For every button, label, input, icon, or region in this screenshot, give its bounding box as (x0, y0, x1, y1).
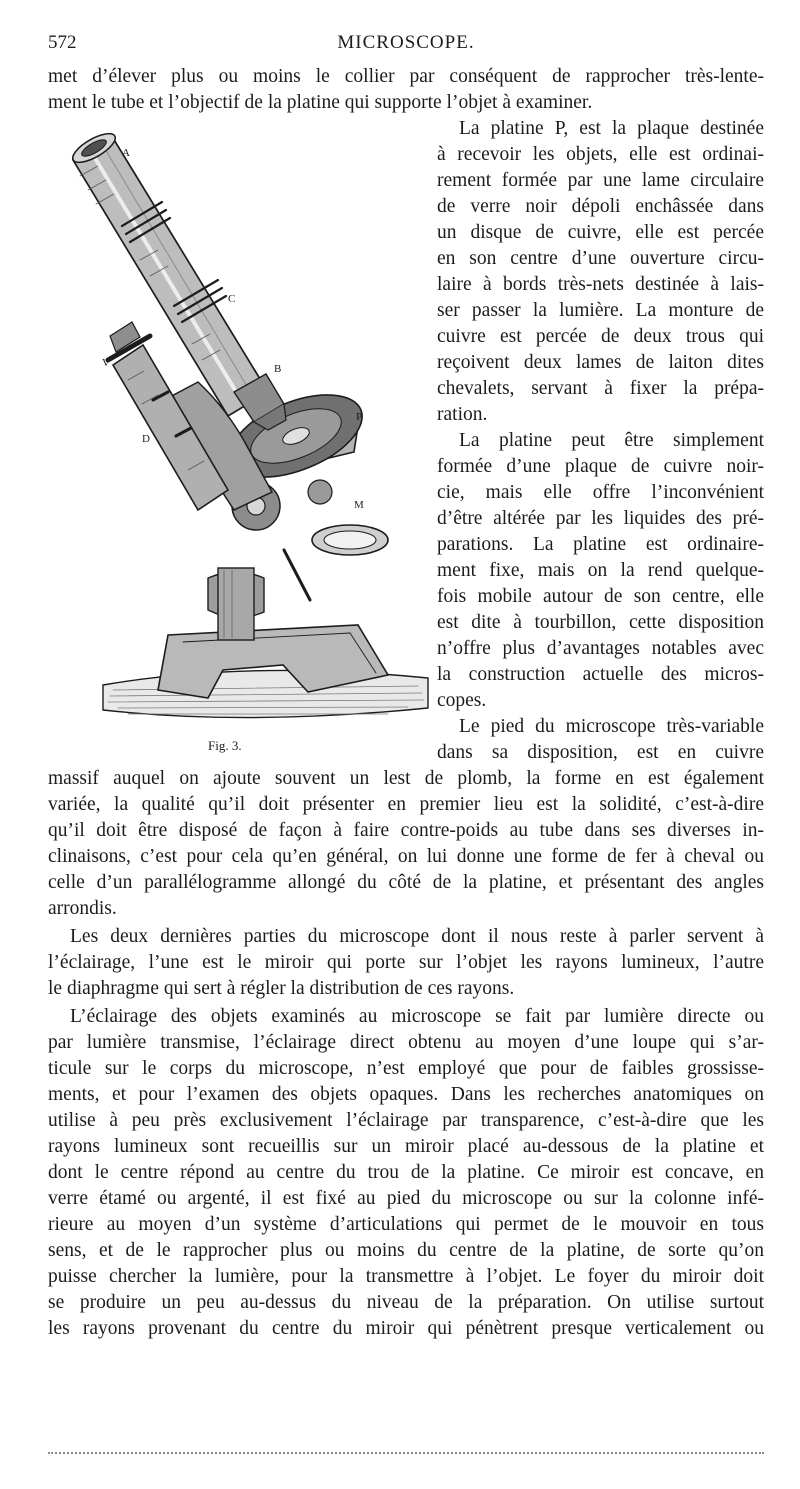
text-line: massif auquel on ajoute souvent un lest de plomb, la forme en est également (48, 768, 764, 789)
text-line: les rayons provenant du centre du miroir qui pénètrent presque verticalement ou (48, 1318, 764, 1339)
text-line: reçoivent deux lames de laiton dites (437, 352, 764, 373)
running-header (48, 32, 764, 56)
text-line: sens, et de le rapprocher plus ou moins du centre de la platine, de sorte qu’on (48, 1240, 764, 1261)
text-line: dans sa disposition, est en cuivre (437, 742, 764, 763)
text-line: un disque de cuivre, elle est percée (437, 222, 764, 243)
text-line: d’être altérée par les liquides des pré- (437, 508, 764, 529)
text-line: fois mobile autour de son centre, elle (437, 586, 764, 607)
text-line: formée d’une plaque de cuivre noir- (437, 456, 764, 477)
text-line: copes. (437, 690, 487, 711)
figure-label-v: V (102, 357, 110, 369)
figure-label-d: D (142, 433, 150, 445)
figure-label-b: B (274, 363, 282, 375)
text-line: rieure au moyen d’un système d’articulations qui permet de le mouvoir en tous (48, 1214, 764, 1235)
text-line: variée, la qualité qu’il doit présenter en premier lieu est la solidité, c’est-à-dire (48, 794, 764, 815)
text-line: est dite à tourbillon, cette disposition (437, 612, 764, 633)
text-line: se produire un peu au-dessus du niveau de la préparation. On utilise surtout (48, 1292, 764, 1313)
text-line: ser passer la lumière. La monture de (437, 300, 764, 321)
text-line: à recevoir les objets, elle est ordinai- (437, 144, 764, 165)
text-line: rayons lumineux sont recueillis sur un miroir placé au-dessous de la platine et (48, 1136, 764, 1157)
microscope-engraving (58, 130, 438, 740)
text-line: ticule sur le corps du microscope, n’est employé que pour de faibles grossisse- (48, 1058, 764, 1079)
text-line: puisse chercher la lumière, pour la transmettre à l’objet. Le foyer du miroir doit (48, 1266, 764, 1287)
text-line: ment le tube et l’objectif de la platine qui supporte l’objet à examiner. (48, 92, 593, 113)
text-line: chevalets, servant à fixer la prépa- (437, 378, 764, 399)
text-line: verre étamé ou argenté, il est fixé au pied du microscope ou sur la colonne infé- (48, 1188, 764, 1209)
text-line: de verre noir dépoli enchâssée dans (437, 196, 764, 217)
text-line: L’éclairage des objets examinés au microscope se fait par lumière directe ou (70, 1006, 764, 1027)
text-line: cie, mais elle offre l’inconvénient (437, 482, 764, 503)
running-title: MICROSCOPE. (337, 32, 475, 53)
text-line: ment fixe, mais on la rend quelque- (437, 560, 764, 581)
text-line: met d’élever plus ou moins le collier par conséquent de rapprocher très-lente- (48, 66, 764, 87)
text-line: n’offre plus d’avantages notables avec (437, 638, 764, 659)
text-line: parations. La platine est ordinaire- (437, 534, 764, 555)
text-line: qu’il doit être disposé de façon à faire contre-poids au tube dans ses diverses in- (48, 820, 764, 841)
text-line: Les deux dernières parties du microscope dont il nous reste à parler servent à (70, 926, 764, 947)
text-line: clinaisons, c’est pour cela qu’en général, on lui donne une forme de fer à cheval ou (48, 846, 764, 867)
figure-label-a: A (122, 147, 130, 159)
figure-caption: Fig. 3. (208, 738, 242, 753)
figure-label-p: P (356, 411, 363, 423)
text-line: cuivre est percée de deux trous qui (437, 326, 764, 347)
text-line: ration. (437, 404, 488, 425)
text-line: Le pied du microscope très-variable (459, 716, 764, 737)
text-line: le diaphragme qui sert à régler la distribution de ces rayons. (48, 978, 515, 999)
text-line: rement formée par une lame circulaire (437, 170, 764, 191)
text-line: par lumière transmise, l’éclairage direct obtenu au moyen d’une loupe qui s’ar- (48, 1032, 764, 1053)
footer-dotted-rule (48, 1452, 764, 1454)
page-number: 572 (48, 32, 77, 53)
text-line: ments, et pour l’examen des objets opaques. Dans les recherches anatomiques on (48, 1084, 764, 1105)
text-line: l’éclairage, l’une est le miroir qui porte sur l’objet les rayons lumineux, l’autre (48, 952, 764, 973)
text-line: la construction actuelle des micros- (437, 664, 764, 685)
text-line: celle d’un parallélogramme allongé du côté de la platine, et présentant des angles (48, 872, 764, 893)
figure-label-c: C (228, 293, 236, 305)
text-line: dont le centre répond au centre du trou de la platine. Ce miroir est concave, en (48, 1162, 764, 1183)
text-line: arrondis. (48, 898, 117, 919)
text-line: en son centre d’une ouverture circu- (437, 248, 764, 269)
figure-label-m: M (354, 499, 364, 511)
text-line: La platine peut être simplement (459, 430, 764, 451)
text-line: La platine P, est la plaque destinée (459, 118, 764, 139)
text-line: laire à bords très-nets destinée à lais- (437, 274, 764, 295)
text-line: utilise à peu près exclusivement l’éclairage par transparence, c’est-à-dire que les (48, 1110, 764, 1131)
